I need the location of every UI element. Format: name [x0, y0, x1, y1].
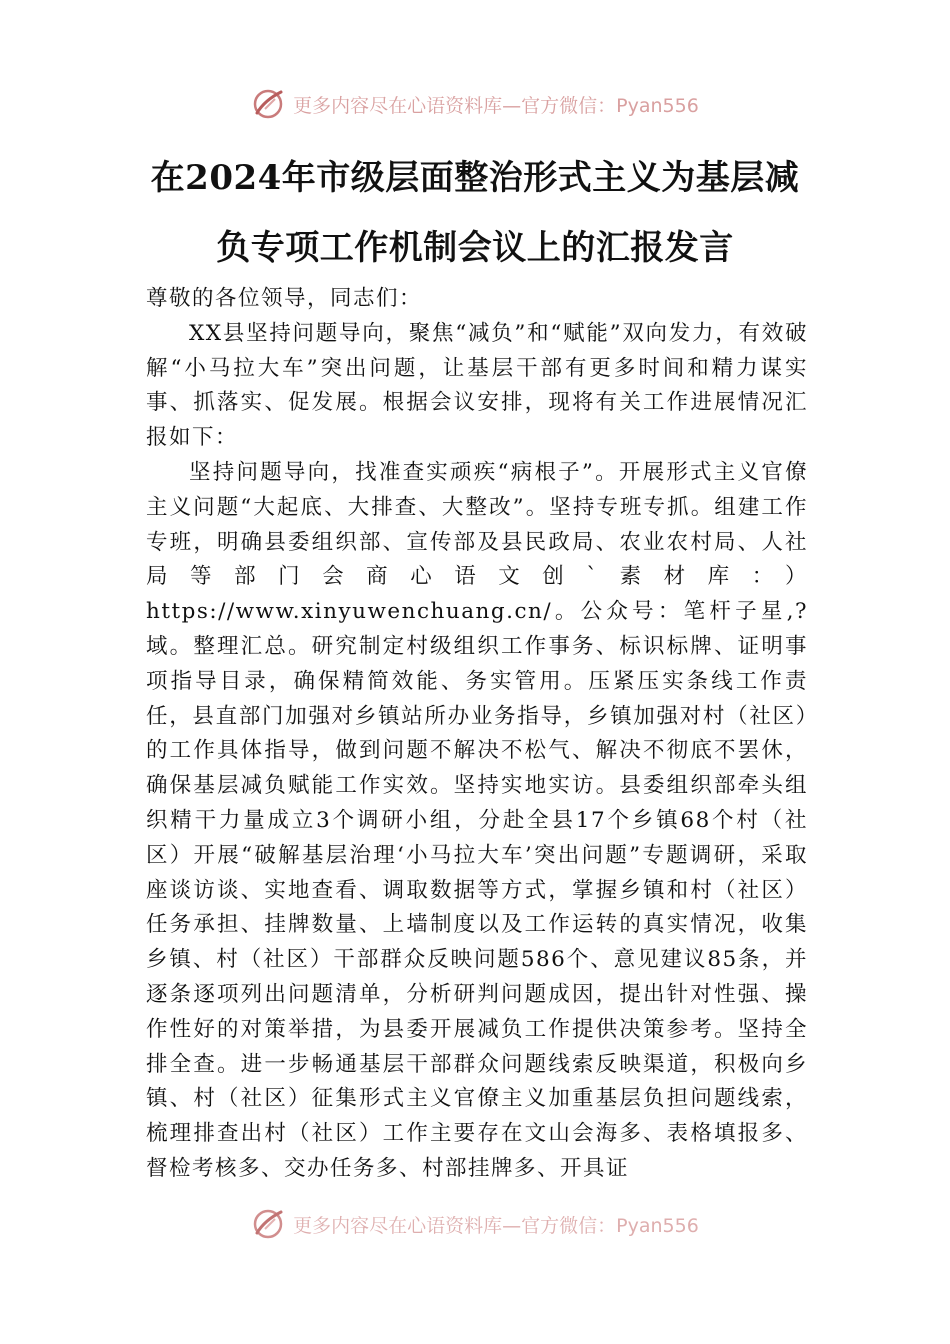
footer-watermark [0, 1206, 950, 1242]
pen-circle-logo-icon [251, 1207, 285, 1241]
salutation: 尊敬的各位领导，同志们： [146, 286, 423, 311]
paragraph-2: 坚持问题导向，找准查实顽疾“病根子”。开展形式主义官僚主义问题“大起底、大排查、大整改”。坚持专班专抓。组建工作专班，明确县委组织部、宣传部及县民政局、农业农村局、人社局等部门会商心语文创`素材库：）https://www.xinyuwenchuang.cn/。公众号：笔杆子星,?域。整理汇总。研究制定村级组织工作事务、标识标牌、证明事项指导目录，确保精简效能、务实管用。压紧压实条线工作责任，县直部门加强对乡镇站所办业务指导，乡镇加强对村（社区）的工作具体指导，做到问题不解决不松气、解决不彻底不罢休，确保基层减负赋能工作实效。坚持实地实访。县委组织部牵头组织精干力量成立3个调研小组，分赴全县17个乡镇68个村（社区）开展“破解基层治理‘小马拉大车’突出问题”专题调研，采取座谈访谈、实地查看、调取数据等方式，掌握乡镇和村（社区）任务承担、挂牌数量、上墙制度以及工作运转的真实情况，收集乡镇、村（社区）干部群众反映问题586个、意见建议85条，并逐条逐项列出问题清单，分析研判问题成因，提出针对性强、操作性好的对策举措，为县委开展减负工作提供决策参考。坚持全排全查。进一步畅通基层干部群众问题线索反映渠道，积极向乡镇、村（社区）征集形式主义官僚主义加重基层负担问题线索，梳理排查出村（社区）工作主要存在文山会海多、表格填报多、督检考核多、交办任务多、村部挂牌多、开具证 [146, 459, 808, 1181]
watermark-text: 更多内容尽在心语资料库—官方微信：Pyan556 [293, 94, 699, 117]
pen-circle-logo-icon [251, 87, 285, 121]
watermark-text: 更多内容尽在心语资料库—官方微信：Pyan556 [293, 1214, 699, 1237]
header-watermark [0, 86, 950, 122]
document-title-line-1: 在2024年市级层面整治形式主义为基层减 [150, 158, 800, 198]
document-title-line-2: 负专项工作机制会议上的汇报发言 [216, 228, 734, 268]
document-body [146, 282, 808, 1187]
paragraph-1: XX县坚持问题导向，聚焦“减负”和“赋能”双向发力，有效破解“小马拉大车”突出问题，让基层干部有更多时间和精力谋实事、抓落实、促发展。根据会议安排，现将有关工作进展情况汇报如下： [146, 320, 808, 451]
